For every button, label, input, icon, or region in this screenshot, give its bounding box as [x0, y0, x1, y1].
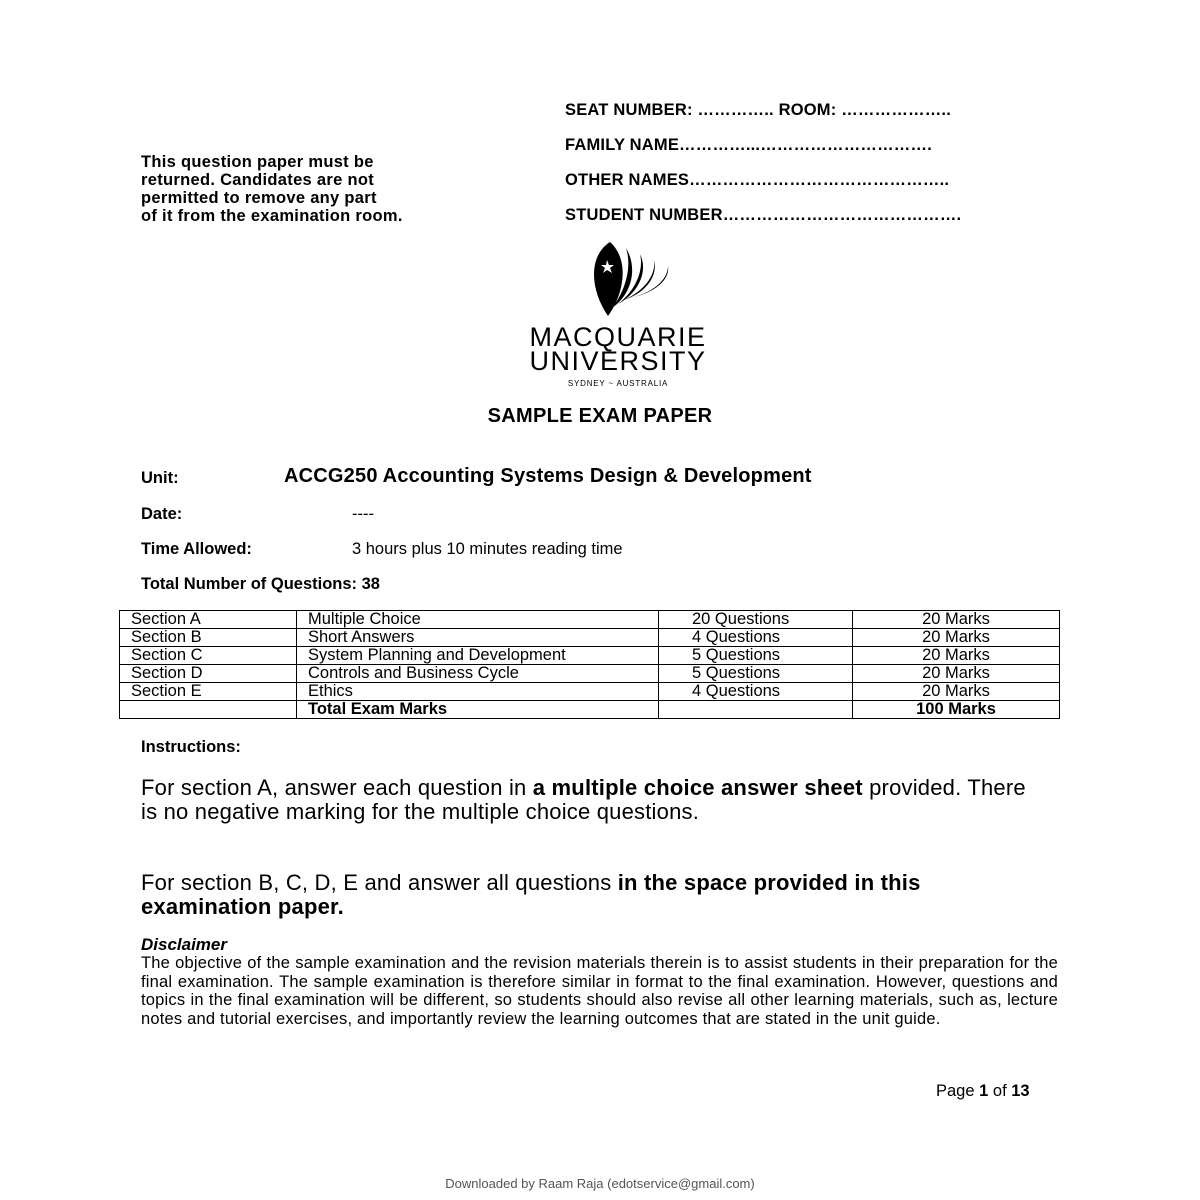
topic-cell: Controls and Business Cycle [297, 665, 659, 683]
logo-tagline: SYDNEY ~ AUSTRALIA [567, 379, 669, 388]
notice-line: returned. Candidates are not [141, 171, 375, 189]
logo-name: MACQUARIE [529, 322, 707, 352]
unit-value: ACCG250 Accounting Systems Design & Development [284, 465, 812, 487]
time-label: Time Allowed: [141, 540, 252, 558]
download-footer: Downloaded by Raam Raja (edotservice@gmail.com) [445, 1176, 755, 1191]
other-names-field: OTHER NAMES……………………………………….. [565, 171, 950, 189]
total-row [120, 701, 1060, 719]
topic-cell: System Planning and Development [297, 647, 659, 665]
total-questions: Total Number of Questions: 38 [141, 575, 380, 593]
student-number-field: STUDENT NUMBER……………………………………. [565, 206, 962, 224]
date-value: ---- [352, 505, 374, 523]
section-cell: Section E [120, 683, 297, 701]
table-row [120, 647, 1060, 665]
questions-cell: 5 Questions [659, 665, 853, 683]
table-row [120, 665, 1060, 683]
total-label-cell: Total Exam Marks [297, 701, 659, 719]
university-logo [508, 238, 728, 393]
section-cell: Section A [120, 611, 297, 629]
marks-cell: 20 Marks [853, 647, 1060, 665]
topic-cell: Short Answers [297, 629, 659, 647]
date-label: Date: [141, 505, 183, 523]
empty-cell [659, 701, 853, 719]
disclaimer-title: Disclaimer [141, 935, 227, 954]
total-marks-cell: 100 Marks [853, 701, 1060, 719]
questions-cell: 4 Questions [659, 629, 853, 647]
unit-label: Unit: [141, 469, 179, 487]
logo-name-2: UNIVERSITY [529, 346, 707, 376]
sections-table [119, 610, 1060, 719]
table-row [120, 611, 1060, 629]
logo-emblem-icon [594, 242, 668, 316]
instruction-section-a: For section A, answer each question in a multiple choice answer sheet provided. There is no negative marking for the multiple choice questions. [141, 775, 1026, 824]
notice-line: of it from the examination room. [141, 207, 403, 225]
table-row [120, 629, 1060, 647]
page-number: Page 1 of 13 [936, 1082, 1030, 1100]
seat-room-field: SEAT NUMBER: ………….. ROOM: ……………….. [565, 101, 951, 119]
disclaimer-body: The objective of the sample examination and the revision materials therein is to assist students in their preparation for the final examination. The sample examination is therefore similar in format to the final examination. However, questions and topics in the final examination will be different, so students should also revise all other learning materials, such as, lecture notes and tutorial exercises, and importantly review the learning outcomes that are stated in the unit guide. [141, 954, 1058, 1028]
marks-cell: 20 Marks [853, 683, 1060, 701]
family-name-field: FAMILY NAME…………...…………………………. [565, 136, 932, 154]
instructions-heading: Instructions: [141, 738, 241, 756]
empty-cell [120, 701, 297, 719]
section-cell: Section B [120, 629, 297, 647]
instruction-section-bcde: For section B, C, D, E and answer all questions in the space provided in this examination paper. [141, 870, 921, 919]
questions-cell: 5 Questions [659, 647, 853, 665]
table-row [120, 683, 1060, 701]
topic-cell: Ethics [297, 683, 659, 701]
notice-line: permitted to remove any part [141, 189, 377, 207]
page-title: SAMPLE EXAM PAPER [487, 405, 713, 427]
questions-cell: 20 Questions [659, 611, 853, 629]
section-cell: Section D [120, 665, 297, 683]
notice-line: This question paper must be [141, 153, 374, 171]
time-value: 3 hours plus 10 minutes reading time [352, 540, 623, 558]
section-cell: Section C [120, 647, 297, 665]
marks-cell: 20 Marks [853, 629, 1060, 647]
questions-cell: 4 Questions [659, 683, 853, 701]
return-notice [141, 153, 501, 225]
marks-cell: 20 Marks [853, 611, 1060, 629]
topic-cell: Multiple Choice [297, 611, 659, 629]
marks-cell: 20 Marks [853, 665, 1060, 683]
